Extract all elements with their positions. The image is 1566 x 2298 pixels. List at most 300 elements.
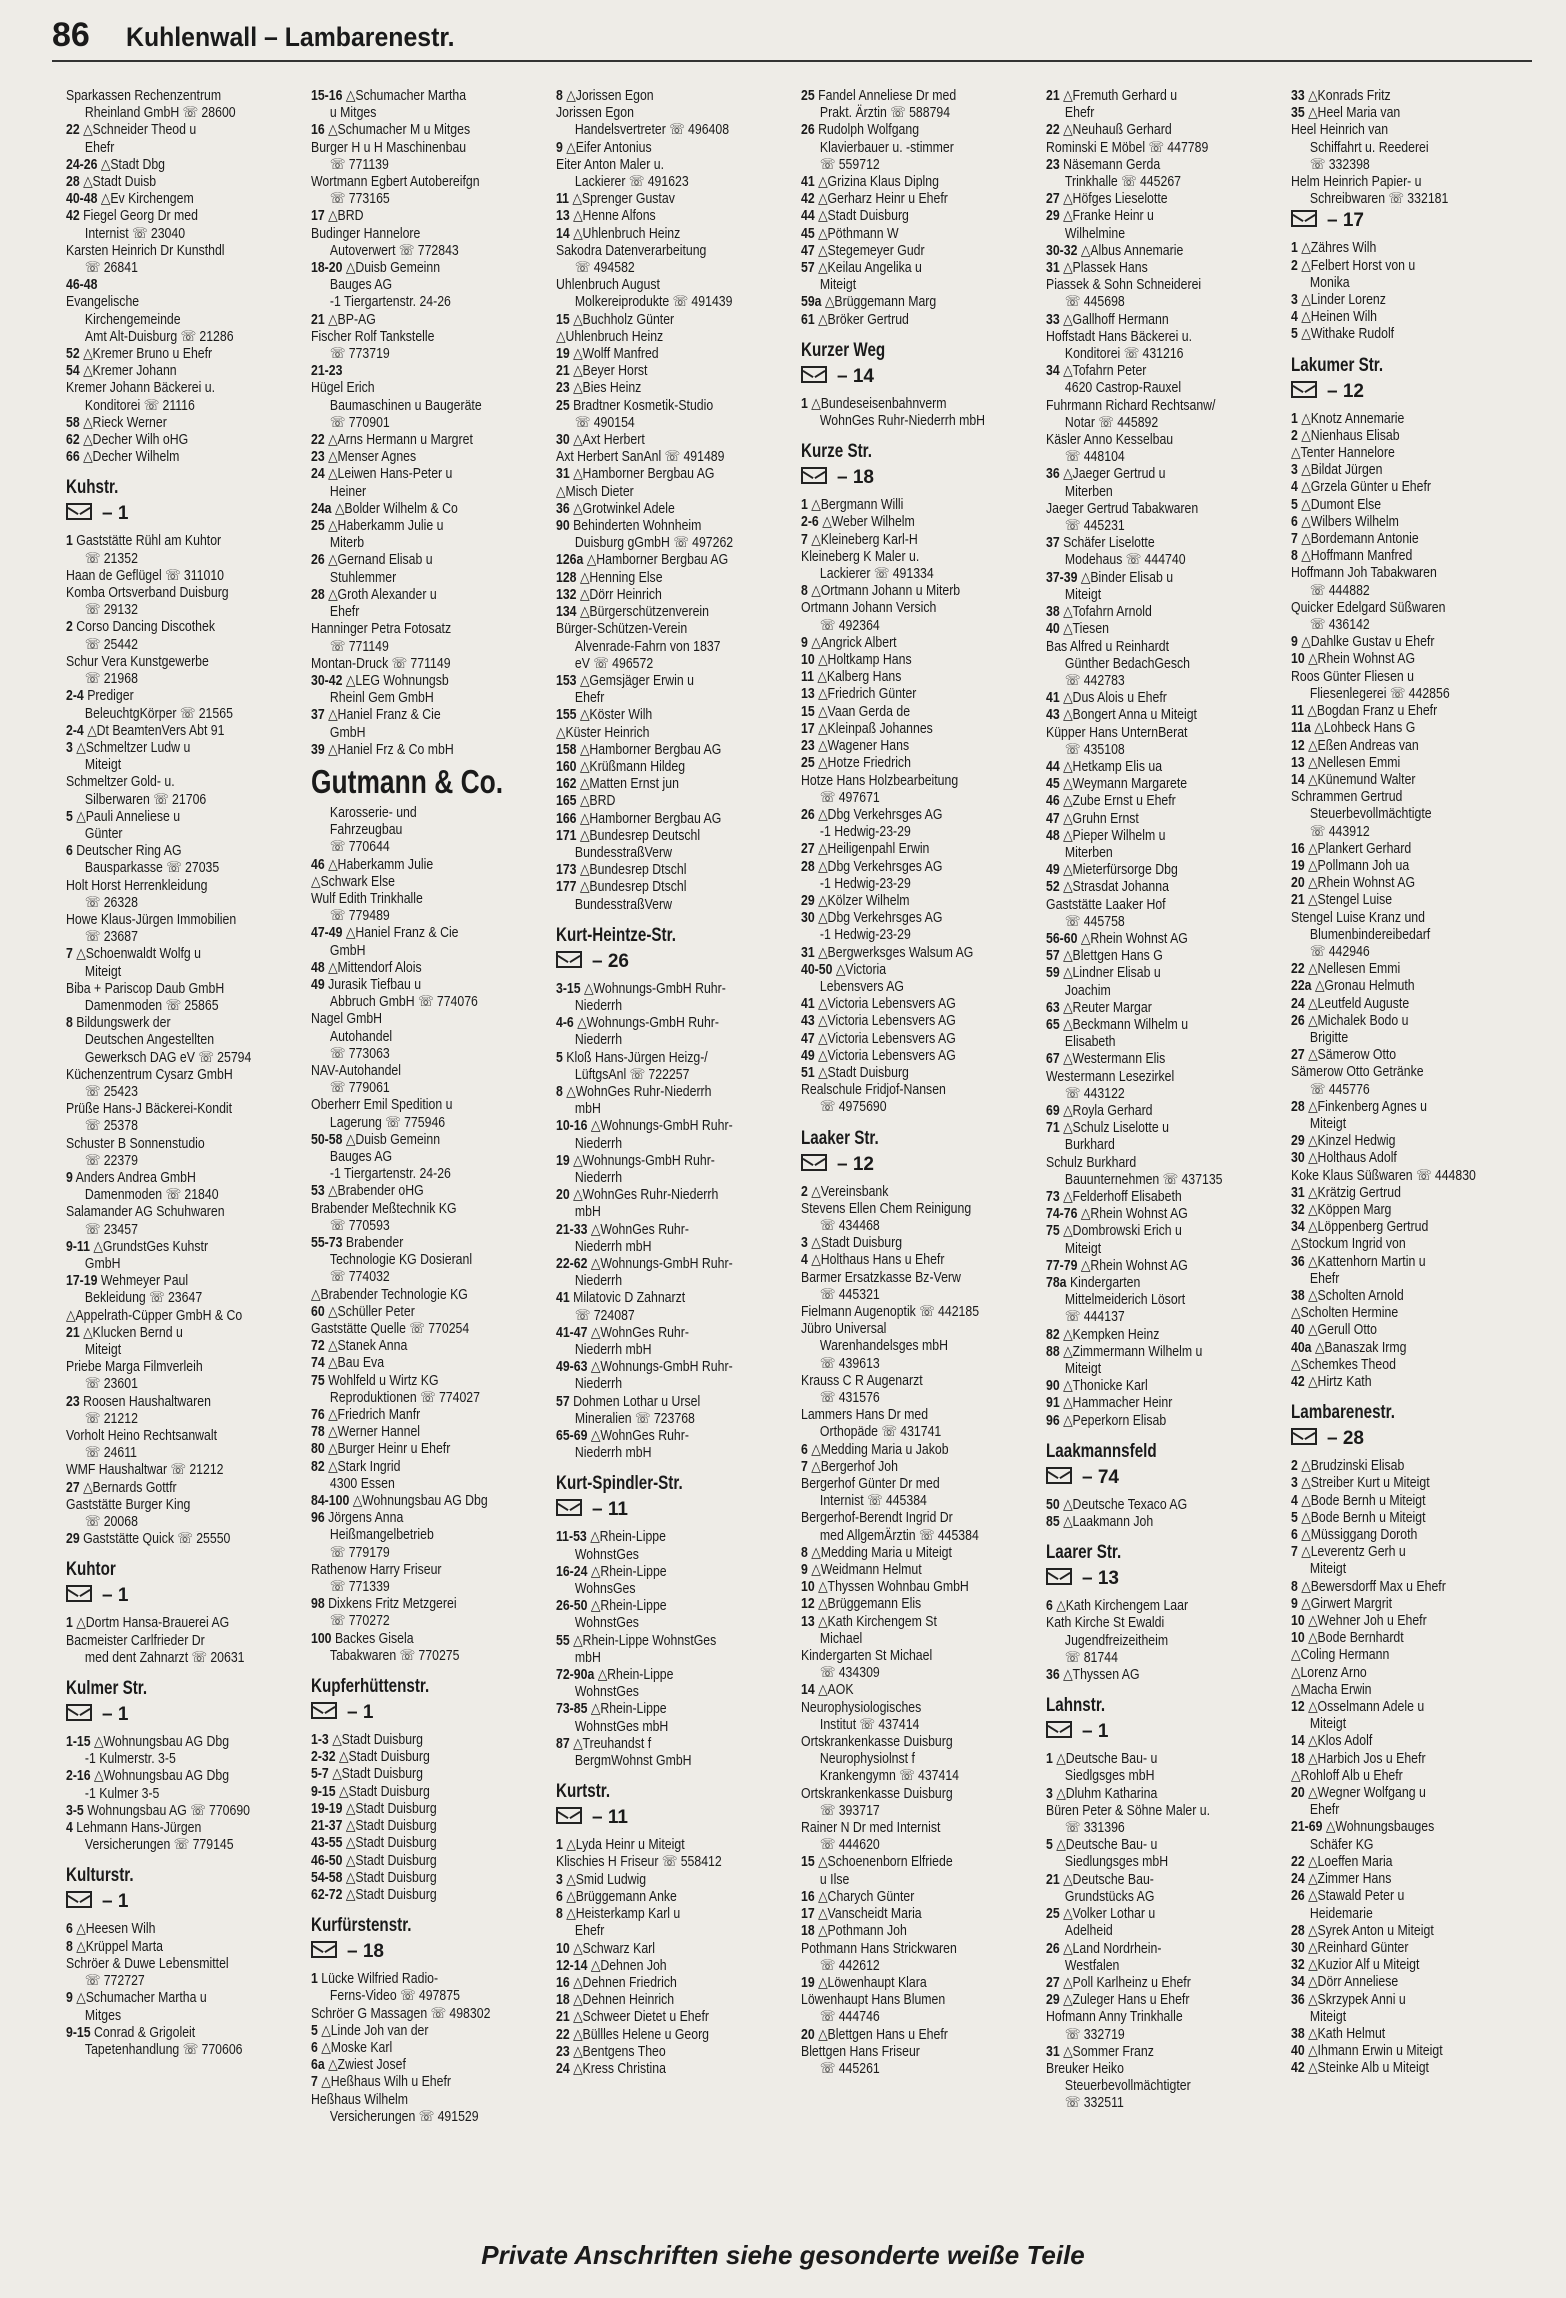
- house-number: 11a: [1291, 720, 1311, 737]
- entry-text: ☏ 431576: [819, 1390, 880, 1406]
- directory-entry: [311, 1252, 516, 1269]
- entry-text: Evangelische: [66, 294, 140, 311]
- directory-entry: [556, 346, 761, 363]
- directory-entry: [1291, 1699, 1496, 1716]
- directory-entry: [1291, 2060, 1496, 2077]
- directory-entry: [801, 514, 1006, 531]
- entry-text: Niederrh: [574, 1169, 623, 1186]
- house-number: 160: [556, 758, 577, 775]
- entry-text: △Beckmann Wilhelm u: [1063, 1016, 1189, 1033]
- directory-entry: [556, 294, 761, 311]
- entry-text: Wilhelmine: [1064, 225, 1126, 242]
- entry-text: Handelsvertreter ☏ 496408: [574, 122, 730, 139]
- house-number: 23: [66, 1393, 80, 1410]
- entry-text: △Zube Ernst u Ehefr: [1063, 793, 1176, 810]
- directory-entry: [1291, 1716, 1496, 1733]
- entry-text: Niederrh: [574, 1273, 623, 1290]
- directory-entry: [1046, 1751, 1251, 1768]
- directory-entry: [1291, 1854, 1496, 1871]
- entry-text: ☏ 332511: [1064, 2095, 1124, 2112]
- house-number: 18: [1291, 1750, 1305, 1767]
- entry-text: △Werner Hannel: [328, 1424, 421, 1441]
- entry-text: ☏ 393717: [819, 1802, 880, 1819]
- directory-entry: [801, 1906, 1006, 1923]
- directory-entry: [66, 312, 271, 329]
- directory-entry: [66, 1394, 271, 1411]
- directory-entry: [556, 449, 761, 466]
- house-number: 45: [1046, 776, 1060, 793]
- directory-entry: [1046, 1155, 1251, 1172]
- directory-entry: [1046, 862, 1251, 879]
- entry-text: △Stawald Peter u: [1308, 1888, 1405, 1905]
- directory-entry: [1291, 1923, 1496, 1940]
- directory-entry: [1046, 1650, 1251, 1667]
- entry-text: Steuerbevollmächtigter: [1064, 2078, 1191, 2095]
- directory-entry: [1046, 587, 1251, 604]
- house-number: 3: [1291, 1475, 1298, 1492]
- directory-entry: [311, 174, 516, 191]
- directory-entry: [801, 1321, 1006, 1338]
- directory-entry: [801, 122, 1006, 139]
- house-number: 29: [801, 892, 815, 909]
- entry-text: ☏ 771149: [329, 638, 389, 655]
- directory-entry: [556, 1032, 761, 1049]
- directory-entry: [556, 415, 761, 432]
- house-number: 10: [556, 1940, 570, 1957]
- directory-entry: [556, 226, 761, 243]
- directory-entry: [1291, 1168, 1496, 1185]
- entry-text: △Kath Kirchengem St: [818, 1613, 937, 1630]
- postal-district: [801, 364, 1039, 390]
- directory-entry: [1046, 329, 1251, 346]
- entry-text: Siedlungsges mbH: [1064, 1854, 1169, 1871]
- entry-text: Schreibwaren ☏ 332181: [1309, 191, 1449, 208]
- entry-text: △Bergmann Willi: [811, 497, 904, 514]
- entry-text: △Pöthmann W: [818, 225, 899, 242]
- entry-text: NAV-Autohandel: [311, 1062, 402, 1079]
- directory-entry: [311, 857, 516, 874]
- directory-entry: [1291, 910, 1496, 927]
- directory-entry: [1291, 1596, 1496, 1613]
- directory-entry: [556, 742, 761, 759]
- entry-text: △Burger Heinr u Ehefr: [328, 1441, 451, 1458]
- directory-entry: [1291, 841, 1496, 858]
- entry-text: BundesstraßVerw: [574, 844, 672, 861]
- entry-text: Lücke Wilfried Radio-: [321, 1971, 439, 1988]
- entry-text: △Brudzinski Elisab: [1301, 1458, 1405, 1475]
- entry-text: ☏ 21212: [84, 1410, 138, 1427]
- house-number: 69: [1046, 1102, 1060, 1119]
- directory-entry: [556, 1050, 761, 1067]
- house-number: 3: [1291, 292, 1298, 309]
- directory-entry: [556, 673, 761, 690]
- entry-text: ☏ 773165: [329, 191, 390, 208]
- house-number: 26: [1046, 1940, 1060, 1957]
- house-number: 25: [311, 518, 325, 535]
- directory-entry: [801, 157, 1006, 174]
- house-number: 173: [556, 862, 577, 879]
- directory-entry: [66, 1615, 271, 1632]
- entry-text: △Bode Bernh u Miteigt: [1301, 1509, 1426, 1526]
- house-number: 47-49: [311, 925, 343, 942]
- directory-entry: [1046, 1258, 1251, 1275]
- entry-text: Niederrh mbH: [574, 1238, 652, 1255]
- directory-entry: [801, 1734, 1006, 1751]
- directory-entry: [1291, 309, 1496, 326]
- entry-text: △Henning Else: [579, 569, 663, 586]
- entry-text: Westermann Lesezirkel: [1046, 1068, 1175, 1085]
- postal-district: [801, 465, 1039, 491]
- column-2: [311, 88, 549, 2233]
- house-number: 31: [1046, 2043, 1060, 2060]
- directory-entry: [66, 1462, 271, 1479]
- entry-text: Gaststätte Rühl am Kuhtor: [76, 533, 222, 550]
- directory-entry: [801, 1338, 1006, 1355]
- house-number: 20: [1291, 875, 1305, 892]
- entry-text: WohnstGes: [574, 1546, 639, 1563]
- directory-entry: [66, 346, 271, 363]
- entry-text: BergmWohnst GmbH: [574, 1753, 692, 1770]
- directory-entry: [556, 811, 761, 828]
- entry-text: △Bundesrep Deutschl: [579, 827, 701, 844]
- entry-text: △Löwenhaupt Klara: [818, 1974, 927, 1991]
- house-number: 10-16: [556, 1118, 588, 1135]
- directory-entry: [1291, 789, 1496, 806]
- entry-text: △Nellesen Emmi: [1308, 961, 1401, 978]
- entry-text: Deutschen Angestellten: [84, 1032, 215, 1049]
- entry-text: Schröer & Duwe Lebensmittel: [66, 1955, 229, 1972]
- entry-text: Günther BedachGesch: [1064, 655, 1191, 672]
- house-number: 11: [801, 669, 815, 686]
- house-number: 17-19: [66, 1273, 98, 1290]
- directory-entry: [66, 619, 271, 636]
- directory-entry: [1046, 845, 1251, 862]
- directory-entry: [801, 1493, 1006, 1510]
- house-number: 21: [1046, 1871, 1060, 1888]
- entry-text: Tapetenhandlung ☏ 770606: [84, 2041, 243, 2058]
- entry-text: Miterb: [329, 535, 365, 552]
- directory-entry: [311, 707, 516, 724]
- entry-text: △Groth Alexander u: [328, 586, 437, 603]
- directory-entry: [801, 2027, 1006, 2044]
- house-number: 42: [66, 208, 80, 225]
- entry-text: ☏ 770644: [329, 839, 390, 856]
- directory-entry: [1046, 742, 1251, 759]
- house-number: 49: [801, 1047, 815, 1064]
- entry-text: △Bogdan Franz u Ehefr: [1307, 703, 1438, 720]
- entry-text: Bradtner Kosmetik-Studio: [573, 397, 714, 414]
- house-number: 4: [1291, 479, 1298, 496]
- directory-entry: [556, 1342, 761, 1359]
- entry-text: Hofmann Anny Trinkhalle: [1046, 2009, 1183, 2026]
- directory-entry: [556, 208, 761, 225]
- directory-entry: [311, 1988, 516, 2005]
- house-number: 10: [801, 1579, 815, 1596]
- entry-text: △Duisb Gemeinn: [345, 260, 441, 277]
- entry-text: Ortmann Johann Versich: [801, 600, 937, 617]
- house-number: 162: [556, 776, 577, 793]
- entry-text: △Weymann Margarete: [1063, 776, 1188, 793]
- directory-entry: [801, 1510, 1006, 1527]
- directory-entry: [801, 1803, 1006, 1820]
- entry-text: LüftgsAnl ☏ 722257: [574, 1066, 690, 1083]
- entry-text: △Rhein Wohnst AG: [1080, 1257, 1188, 1274]
- house-number: 26: [801, 122, 815, 139]
- directory-entry: [66, 1222, 271, 1239]
- directory-entry: [311, 312, 516, 329]
- directory-entry: [66, 1153, 271, 1170]
- street-heading: Kurt-Spindler-Str.: [556, 1473, 683, 1495]
- postal-district-number: – 26: [592, 950, 629, 972]
- directory-entry: [1291, 1992, 1496, 2009]
- house-number: 5: [1046, 1837, 1053, 1854]
- directory-entry: [311, 1287, 516, 1304]
- entry-text: △Holtkamp Hans: [818, 652, 912, 669]
- entry-text: △Hamborner Bergbau AG: [586, 552, 729, 569]
- directory-entry: [311, 329, 516, 346]
- entry-text: Hoffstadt Hans Bäckerei u.: [1046, 328, 1193, 345]
- directory-entry: [66, 122, 271, 139]
- entry-text: △Pieper Wilhelm u: [1063, 827, 1166, 844]
- entry-text: Miteigt: [1309, 1716, 1347, 1733]
- entry-text: △Vereinsbank: [811, 1183, 889, 1200]
- directory-entry: [66, 1514, 271, 1531]
- directory-entry: [801, 876, 1006, 893]
- directory-entry: [66, 2025, 271, 2042]
- entry-text: △Grizina Klaus Diplng: [818, 174, 939, 191]
- entry-text: △Rohloff Alb u Ehefr: [1291, 1767, 1403, 1784]
- directory-entry: [311, 415, 516, 432]
- directory-entry: [311, 1304, 516, 1321]
- house-number: 100: [311, 1630, 332, 1647]
- directory-entry: [66, 260, 271, 277]
- house-number: 40-48: [66, 191, 98, 208]
- directory-entry: [1046, 639, 1251, 656]
- house-number: 26: [1291, 1012, 1305, 1029]
- entry-text: ☏ 442612: [819, 1957, 880, 1974]
- entry-text: △Rhein-Lippe: [597, 1667, 674, 1684]
- house-number: 78a: [1046, 1275, 1067, 1292]
- entry-text: △Kremer Johann: [83, 363, 177, 380]
- entry-text: △Brabender Technologie KG: [311, 1286, 468, 1303]
- directory-entry: [66, 226, 271, 243]
- postal-district: [556, 1805, 794, 1831]
- directory-entry: [1291, 140, 1496, 157]
- entry-text: △Schumacher M u Mitges: [328, 122, 471, 139]
- directory-entry: [1046, 1086, 1251, 1103]
- directory-entry: [556, 1529, 761, 1546]
- entry-text: Gaststätte Laaker Hof: [1046, 896, 1166, 913]
- house-number: 22: [66, 122, 80, 139]
- directory-entry: [1046, 948, 1251, 965]
- directory-entry: [66, 1751, 271, 1768]
- entry-text: △Schoenwaldt Wolfg u: [76, 946, 202, 963]
- postal-district: [801, 1152, 1039, 1178]
- directory-entry: [556, 1308, 761, 1325]
- entry-text: △Köster Wilh: [579, 707, 653, 724]
- entry-text: △Reinhard Günter: [1308, 1939, 1409, 1956]
- directory-entry: [311, 1493, 516, 1510]
- house-number: 3-15: [556, 980, 581, 997]
- entry-text: △Heßhaus Wilh u Ehefr: [321, 2074, 451, 2091]
- directory-entry: [1291, 88, 1496, 105]
- house-number: 91: [1046, 1395, 1060, 1412]
- directory-entry: [311, 260, 516, 277]
- entry-text: △Brabender oHG: [328, 1183, 424, 1200]
- directory-entry: [801, 618, 1006, 635]
- entry-text: △Harbich Jos u Ehefr: [1308, 1750, 1426, 1767]
- directory-entry: [801, 1562, 1006, 1579]
- directory-entry: [311, 243, 516, 260]
- directory-entry: [556, 725, 761, 742]
- entry-text: Stengel Luise Kranz und: [1291, 909, 1425, 926]
- entry-text: u Ilse: [819, 1871, 850, 1888]
- house-number: 61: [801, 311, 815, 328]
- house-number: 63: [1046, 999, 1060, 1016]
- entry-text: Kirchengemeinde: [84, 311, 181, 328]
- directory-entry: [1046, 140, 1251, 157]
- house-number: 43: [1046, 707, 1060, 724]
- directory-entry: [556, 1564, 761, 1581]
- house-number: 9-11: [66, 1238, 90, 1255]
- directory-entry: [556, 1667, 761, 1684]
- entry-text: Versicherungen ☏ 491529: [329, 2108, 479, 2125]
- directory-entry: [1291, 1133, 1496, 1150]
- entry-text: Küchenzentrum Cysarz GmbH: [66, 1066, 233, 1083]
- entry-text: Burkhard: [1064, 1137, 1115, 1154]
- house-number: 12: [1291, 737, 1305, 754]
- entry-text: △Stadt Duisburg: [818, 208, 909, 225]
- entry-text: △Stadt Duisburg: [339, 1783, 430, 1800]
- directory-entry: [801, 1786, 1006, 1803]
- entry-text: △Bies Heinz: [573, 380, 642, 397]
- entry-text: △WohnGes Ruhr-: [590, 1428, 689, 1445]
- entry-text: Karosserie- und: [329, 804, 417, 821]
- entry-text: △Misch Dieter: [556, 483, 634, 500]
- entry-text: △Dluhm Katharina: [1056, 1785, 1158, 1802]
- directory-entry: [556, 552, 761, 569]
- postal-district-number: – 18: [837, 467, 874, 489]
- house-number: 4: [801, 1252, 808, 1269]
- postal-district-number: – 14: [837, 365, 874, 387]
- directory-entry: [311, 2092, 516, 2109]
- directory-entry: [311, 432, 516, 449]
- house-number: 54: [66, 363, 80, 380]
- entry-text: △Lorenz Arno: [1291, 1664, 1367, 1681]
- entry-text: △Rhein Wohnst AG: [1308, 875, 1416, 892]
- house-number: 21: [311, 311, 325, 328]
- directory-entry: [1046, 725, 1251, 742]
- entry-text: △Holthaus Hans u Ehefr: [811, 1252, 945, 1269]
- directory-entry: [66, 1768, 271, 1785]
- directory-entry: [801, 1958, 1006, 1975]
- entry-text: ☏ 434468: [819, 1217, 880, 1234]
- entry-text: △Stadt Duisburg: [345, 1869, 437, 1886]
- house-number: 46-48: [66, 277, 98, 294]
- directory-entry: [1046, 398, 1251, 415]
- entry-text: GmbH: [84, 1256, 121, 1272]
- directory-entry: [1291, 292, 1496, 309]
- entry-text: Breuker Heiko: [1046, 2060, 1124, 2077]
- entry-text: Brigitte: [1309, 1029, 1349, 1046]
- house-number: 17: [311, 208, 325, 225]
- entry-text: △Heinen Wilh: [1301, 309, 1378, 326]
- directory-entry: [556, 1153, 761, 1170]
- entry-text: Neurophysiolnst f: [819, 1751, 915, 1768]
- entry-text: △Kleineberg Karl-H: [811, 531, 918, 548]
- house-number: 30: [1291, 1150, 1305, 1167]
- directory-entry: [66, 105, 271, 122]
- directory-entry: [556, 862, 761, 879]
- directory-entry: [1046, 897, 1251, 914]
- house-number: 18-20: [311, 260, 343, 277]
- entry-text: △Vanscheidt Maria: [818, 1906, 922, 1923]
- house-number: 8: [66, 1938, 73, 1955]
- entry-text: WohnstGes: [574, 1615, 639, 1632]
- directory-entry: [1291, 1030, 1496, 1047]
- directory-entry: [801, 1854, 1006, 1871]
- directory-entry: [1046, 604, 1251, 621]
- directory-entry: [1291, 944, 1496, 961]
- house-number: 1: [801, 395, 808, 412]
- entry-text: Tabakwaren ☏ 770275: [329, 1647, 460, 1664]
- entry-text: ☏ 445698: [1064, 294, 1125, 311]
- directory-entry: [1291, 2009, 1496, 2026]
- entry-text: △Ev Kirchengem: [100, 191, 194, 208]
- entry-text: Bauges AG: [329, 1148, 393, 1165]
- directory-entry: [556, 1445, 761, 1462]
- entry-text: △Wehner Joh u Ehefr: [1308, 1613, 1427, 1630]
- directory-entry: [66, 706, 271, 723]
- directory-entry: [311, 535, 516, 552]
- directory-entry: [1046, 1872, 1251, 1889]
- directory-entry: [801, 1700, 1006, 1717]
- entry-text: Sakodra Datenverarbeitung: [556, 242, 707, 259]
- house-number: 48: [1046, 827, 1060, 844]
- house-number: 45: [801, 225, 815, 242]
- directory-entry: [66, 774, 271, 791]
- house-number: 25: [801, 755, 815, 772]
- directory-entry: [1291, 824, 1496, 841]
- entry-text: Notar ☏ 445892: [1064, 414, 1159, 431]
- entry-text: Gaststätte Burger King: [66, 1496, 191, 1513]
- house-number: 28: [66, 174, 80, 191]
- house-number: 8: [556, 1083, 563, 1100]
- entry-text: △Friedrich Günter: [818, 686, 917, 703]
- postal-district-number: – 1: [102, 1891, 129, 1913]
- entry-text: △Stadt Duisburg: [339, 1749, 430, 1766]
- directory-entry: [556, 1872, 761, 1889]
- directory-entry: [556, 1719, 761, 1736]
- directory-entry: [1046, 2078, 1251, 2095]
- entry-text: △Vaan Gerda de: [818, 703, 911, 720]
- entry-text: Bacmeister Carlfrieder Dr: [66, 1632, 205, 1649]
- entry-text: med AllgemÄrztin ☏ 445384: [819, 1527, 979, 1544]
- house-number: 9: [66, 1169, 73, 1186]
- entry-text: Wohnungsbau AG ☏ 770690: [87, 1802, 251, 1819]
- house-number: 82: [1046, 1326, 1060, 1343]
- directory-entry: [311, 1373, 516, 1390]
- entry-text: △LEG Wohnungsb: [345, 672, 449, 689]
- entry-text: △Pothmann Joh: [818, 1923, 907, 1940]
- directory-entry: [801, 979, 1006, 996]
- entry-text: Neurophysiologisches: [801, 1699, 922, 1716]
- entry-text: △Leverentz Gerh u: [1301, 1544, 1406, 1561]
- house-number: 7: [1291, 1544, 1298, 1561]
- entry-text: Jorissen Egon: [556, 105, 634, 122]
- entry-text: △Decher Wilh oHG: [83, 432, 189, 449]
- entry-text: △Künemund Walter: [1308, 771, 1416, 788]
